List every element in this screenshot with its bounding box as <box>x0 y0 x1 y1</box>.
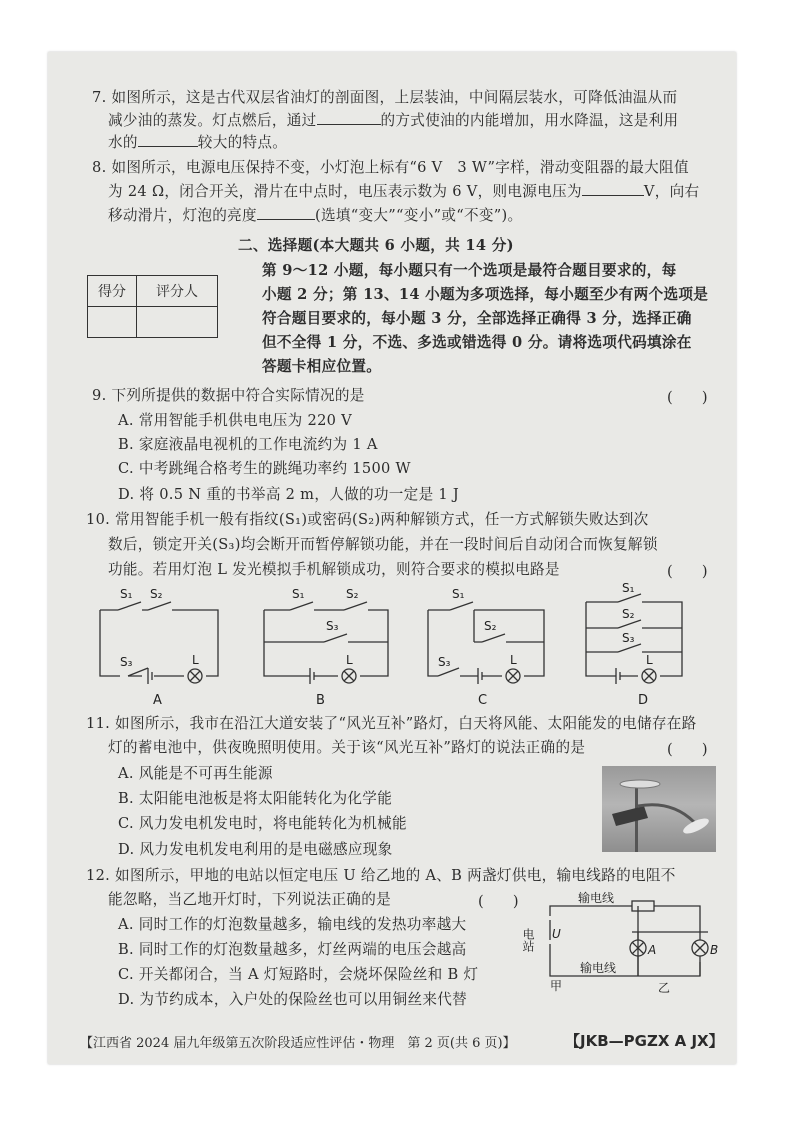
lamp-label: L <box>510 653 517 667</box>
section-instructions: 答题卡相应位置。 <box>262 358 382 375</box>
circuit-label-c: C <box>478 693 488 708</box>
q12-circuit-diagram <box>521 888 728 998</box>
q12-option-a: A. 同时工作的灯泡数量越多，输电线的发热功率越大 <box>118 916 467 933</box>
q7-text: 水的 <box>108 134 138 151</box>
wire-label-top: 输电线 <box>578 891 615 905</box>
lamp-label: L <box>192 653 199 667</box>
section-title: 二、选择题(本大题共 6 小题，共 14 分) <box>238 237 514 254</box>
page-footer: 【江西省 2024 届九年级第五次阶段适应性评估・物理 第 2 页(共 6 页)】 <box>80 1036 516 1051</box>
station-label: 电站 <box>521 928 535 952</box>
q11-option-d: D. 风力发电机发电利用的是电磁感应现象 <box>118 841 393 858</box>
q11-option-c: C. 风力发电机发电时，将电能转化为机械能 <box>118 815 407 832</box>
circuit-label-d: D <box>638 693 649 708</box>
q12-line2: 能忽略，当乙地开灯时，下列说法正确的是 <box>108 891 391 908</box>
q8-blank-1 <box>582 181 644 196</box>
q9-option-d: D. 将 0.5 N 重的书举高 2 m，人做的功一定是 1 J <box>118 486 460 503</box>
q9-option-b: B. 家庭液晶电视机的工作电流约为 1 A <box>118 436 378 453</box>
switch-label-s3: S₃ <box>120 655 133 669</box>
section-instructions: 小题 2 分；第 13、14 小题为多项选择，每小题至少有两个选项是 <box>262 286 709 303</box>
q12-option-c: C. 开关都闭合，当 A 灯短路时，会烧坏保险丝和 B 灯 <box>118 966 479 983</box>
q11-line1: 11. 如图所示，我市在沿江大道安装了“风光互补”路灯，白天将风能、太阳能发的电储存在路 <box>86 715 697 732</box>
score-label: 得分 <box>88 276 137 307</box>
lamp-a-label: A <box>648 943 657 957</box>
q8-text: V，向右 <box>643 183 700 200</box>
q11-option-a: A. 风能是不可再生能源 <box>118 765 273 782</box>
q10-line3: 功能。若用灯泡 L 发光模拟手机解锁成功，则符合要求的模拟电路是 <box>108 561 560 578</box>
score-cell <box>88 307 137 338</box>
paper-code: 【JKB—PGZX A JX】 <box>565 1032 724 1050</box>
q9-option-a: A. 常用智能手机供电电压为 220 V <box>118 412 353 429</box>
location-yi-label: 乙 <box>658 981 671 995</box>
voltage-label: U <box>552 927 561 941</box>
q10-answer-paren: ( ) <box>667 563 708 580</box>
q9-stem: 9. 下列所提供的数据中符合实际情况的是 <box>92 387 365 404</box>
q11-line2: 灯的蓄电池中，供夜晚照明使用。关于该“风光互补”路灯的说法正确的是 <box>108 739 586 756</box>
q11-option-b: B. 太阳能电池板是将太阳能转化为化学能 <box>118 790 393 807</box>
section-instructions: 但不全得 1 分，不选、多选或错选得 0 分。请将选项代码填涂在 <box>262 334 692 351</box>
q8-text: 为 24 Ω，闭合开关，滑片在中点时，电压表示数为 6 V，则电源电压为 <box>108 183 582 200</box>
q7-text: 的方式使油的内能增加，用水降温，这是利用 <box>380 112 679 129</box>
q12-option-d: D. 为节约成本，入户处的保险丝也可以用铜丝来代替 <box>118 991 468 1008</box>
q7-line3 <box>108 132 287 153</box>
circuit-label-b: B <box>316 693 325 708</box>
score-table <box>87 275 218 338</box>
grader-cell <box>137 307 218 338</box>
switch-label-s2: S₂ <box>346 587 359 601</box>
q12-answer-paren: ( ) <box>478 893 519 910</box>
switch-label-s2: S₂ <box>484 619 497 633</box>
switch-label-s3: S₃ <box>438 655 451 669</box>
switch-label-s3: S₃ <box>326 619 339 633</box>
q10-line2: 数后，锁定开关(S₃)均会断开而暂停解锁功能，并在一段时间后自动闭合而恢复解锁 <box>108 536 658 553</box>
switch-label-s1: S₁ <box>120 587 133 601</box>
q8-text: 移动滑片，灯泡的亮度 <box>108 207 257 224</box>
switch-label-s1: S₁ <box>452 587 465 601</box>
q7-blank-2 <box>138 132 198 147</box>
q8-blank-2 <box>257 205 315 220</box>
switch-label-s2: S₂ <box>622 607 635 621</box>
switch-label-s1: S₁ <box>292 587 305 601</box>
q8-line1: 8. 如图所示，电源电压保持不变，小灯泡上标有“6 V 3 W”字样，滑动变阻器的最大阻值 <box>92 159 689 176</box>
switch-label-s3: S₃ <box>622 631 635 645</box>
lamp-label: L <box>646 653 653 667</box>
q11-answer-paren: ( ) <box>667 741 708 758</box>
lamp-b-label: B <box>710 943 719 957</box>
q9-option-c: C. 中考跳绳合格考生的跳绳功率约 1500 W <box>118 460 411 477</box>
q12-line1: 12. 如图所示，甲地的电站以恒定电压 U 给乙地的 A、B 两盏灯供电，输电线路的电阻不 <box>86 867 676 884</box>
q8-line2 <box>108 181 699 202</box>
section-instructions: 符合题目要求的，每小题 3 分，全部选择正确得 3 分，选择正确 <box>262 310 692 327</box>
q8-text: (选填“变大”“变小”或“不变”)。 <box>314 207 523 224</box>
street-lamp-photo <box>602 766 716 852</box>
q9-answer-paren: ( ) <box>667 389 708 406</box>
q7-line2 <box>108 110 678 131</box>
q12-option-b: B. 同时工作的灯泡数量越多，灯丝两端的电压会越高 <box>118 941 467 958</box>
grader-label: 评分人 <box>137 276 218 307</box>
switch-label-s1: S₁ <box>622 581 635 595</box>
section-instructions: 第 9～12 小题，每小题只有一个选项是最符合题目要求的，每 <box>262 262 677 279</box>
wire-label-bottom: 输电线 <box>580 961 617 975</box>
q10-line1: 10. 常用智能手机一般有指纹(S₁)或密码(S₂)两种解锁方式，任一方式解锁失败达到次 <box>86 511 649 528</box>
lamp-label: L <box>346 653 353 667</box>
q7-text: 减少油的蒸发。灯点燃后，通过 <box>108 112 317 129</box>
switch-label-s2: S₂ <box>150 587 163 601</box>
q8-line3 <box>108 205 522 226</box>
q7-text: 较大的特点。 <box>197 134 288 151</box>
q7-line1: 7. 如图所示，这是古代双层省油灯的剖面图，上层装油，中间隔层装水，可降低油温从而 <box>92 89 678 106</box>
location-jia-label: 甲 <box>550 979 563 993</box>
q7-blank-1 <box>317 110 381 125</box>
circuit-label-a: A <box>153 693 162 708</box>
q10-circuit-diagrams <box>98 581 718 708</box>
